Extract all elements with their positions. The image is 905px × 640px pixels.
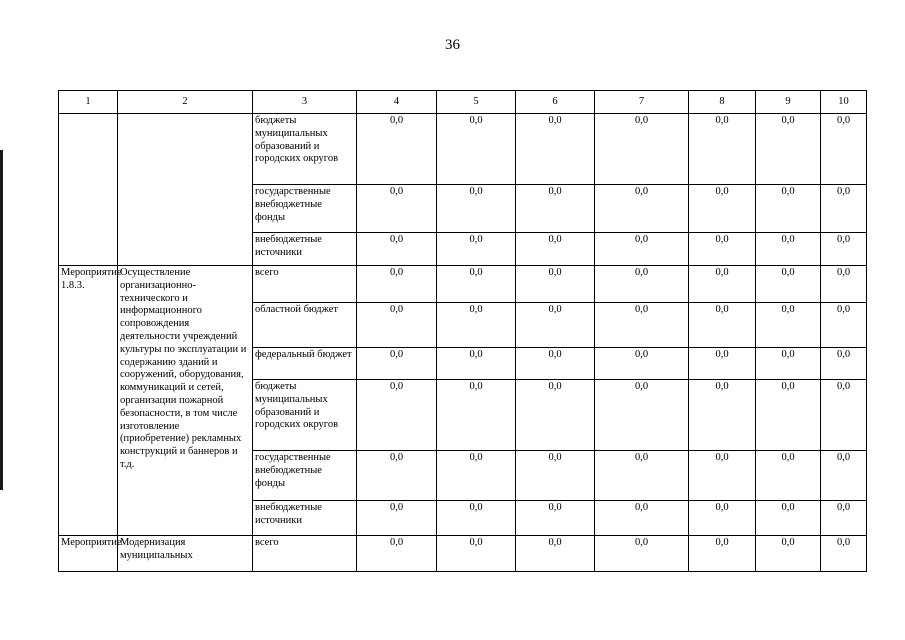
value-cell: 0,0 [756, 348, 821, 380]
description-cell [118, 114, 253, 266]
value-cell: 0,0 [689, 451, 756, 501]
value-cell: 0,0 [357, 380, 437, 451]
header-cell: 5 [437, 91, 516, 114]
value-cell: 0,0 [595, 536, 689, 572]
value-cell: 0,0 [357, 114, 437, 185]
value-cell: 0,0 [689, 185, 756, 233]
value-cell: 0,0 [689, 380, 756, 451]
value-cell: 0,0 [595, 380, 689, 451]
value-cell: 0,0 [516, 348, 595, 380]
table-row [59, 114, 867, 185]
value-cell: 0,0 [821, 303, 867, 348]
budget-table [58, 90, 867, 572]
value-cell: 0,0 [756, 233, 821, 266]
description-cell: Модернизация муниципальных [118, 536, 253, 572]
header-cell: 9 [756, 91, 821, 114]
header-row [59, 91, 867, 114]
page-number: 36 [445, 37, 460, 53]
value-cell: 0,0 [756, 114, 821, 185]
value-cell: 0,0 [357, 451, 437, 501]
value-cell: 0,0 [756, 303, 821, 348]
value-cell: 0,0 [821, 536, 867, 572]
header-cell: 8 [689, 91, 756, 114]
header-cell: 1 [59, 91, 118, 114]
funding-source-cell: всего [253, 536, 357, 572]
value-cell: 0,0 [516, 501, 595, 536]
value-cell: 0,0 [516, 266, 595, 303]
header-cell: 3 [253, 91, 357, 114]
value-cell: 0,0 [516, 185, 595, 233]
value-cell: 0,0 [516, 451, 595, 501]
value-cell: 0,0 [437, 536, 516, 572]
funding-source-cell: внебюджетные источники [253, 501, 357, 536]
value-cell: 0,0 [821, 348, 867, 380]
header-cell: 6 [516, 91, 595, 114]
value-cell: 0,0 [516, 114, 595, 185]
value-cell: 0,0 [437, 451, 516, 501]
value-cell: 0,0 [357, 303, 437, 348]
value-cell: 0,0 [595, 266, 689, 303]
value-cell: 0,0 [437, 501, 516, 536]
value-cell: 0,0 [689, 501, 756, 536]
funding-source-cell: бюджеты муниципальных образований и городских округов [253, 114, 357, 185]
value-cell: 0,0 [821, 451, 867, 501]
activity-cell: Мероприятие 1.8.3. [59, 266, 118, 536]
value-cell: 0,0 [437, 185, 516, 233]
value-cell: 0,0 [595, 303, 689, 348]
value-cell: 0,0 [516, 380, 595, 451]
value-cell: 0,0 [689, 348, 756, 380]
value-cell: 0,0 [437, 348, 516, 380]
value-cell: 0,0 [437, 303, 516, 348]
value-cell: 0,0 [689, 233, 756, 266]
value-cell: 0,0 [437, 114, 516, 185]
table-header [59, 91, 867, 114]
value-cell: 0,0 [595, 501, 689, 536]
value-cell: 0,0 [756, 380, 821, 451]
header-cell: 10 [821, 91, 867, 114]
value-cell: 0,0 [689, 303, 756, 348]
header-cell: 4 [357, 91, 437, 114]
value-cell: 0,0 [689, 536, 756, 572]
value-cell: 0,0 [595, 451, 689, 501]
value-cell: 0,0 [437, 380, 516, 451]
value-cell: 0,0 [821, 266, 867, 303]
value-cell: 0,0 [756, 266, 821, 303]
value-cell: 0,0 [437, 233, 516, 266]
funding-source-cell: областной бюджет [253, 303, 357, 348]
value-cell: 0,0 [756, 536, 821, 572]
value-cell: 0,0 [689, 266, 756, 303]
value-cell: 0,0 [821, 380, 867, 451]
table-row [59, 536, 867, 572]
value-cell: 0,0 [756, 501, 821, 536]
value-cell: 0,0 [821, 185, 867, 233]
scan-edge-mark [0, 150, 3, 490]
value-cell: 0,0 [357, 266, 437, 303]
value-cell: 0,0 [821, 501, 867, 536]
value-cell: 0,0 [437, 266, 516, 303]
value-cell: 0,0 [821, 233, 867, 266]
table-row [59, 266, 867, 303]
value-cell: 0,0 [689, 114, 756, 185]
funding-source-cell: внебюджетные источники [253, 233, 357, 266]
funding-source-cell: бюджеты муниципальных образований и городских округов [253, 380, 357, 451]
funding-source-cell: государственные внебюджетные фонды [253, 451, 357, 501]
value-cell: 0,0 [357, 233, 437, 266]
funding-source-cell: всего [253, 266, 357, 303]
value-cell: 0,0 [516, 233, 595, 266]
funding-source-cell: государственные внебюджетные фонды [253, 185, 357, 233]
value-cell: 0,0 [357, 185, 437, 233]
table-body [59, 114, 867, 572]
header-cell: 7 [595, 91, 689, 114]
value-cell: 0,0 [595, 185, 689, 233]
description-cell: Осуществление организационно-технического и информационного сопровождения деятельности учреждений культуры по эксплуатации и содержанию зданий и сооружений, оборудования, коммуникаций и сетей, организации пожарной безопасности, в том числе изготовление (приобретение) рекламных конструкций и баннеров и т.д. [118, 266, 253, 536]
funding-source-cell: федеральный бюджет [253, 348, 357, 380]
value-cell: 0,0 [756, 451, 821, 501]
value-cell: 0,0 [516, 303, 595, 348]
value-cell: 0,0 [821, 114, 867, 185]
value-cell: 0,0 [357, 348, 437, 380]
activity-cell: Мероприятие [59, 536, 118, 572]
value-cell: 0,0 [357, 536, 437, 572]
activity-cell [59, 114, 118, 266]
value-cell: 0,0 [595, 114, 689, 185]
value-cell: 0,0 [357, 501, 437, 536]
value-cell: 0,0 [595, 348, 689, 380]
value-cell: 0,0 [595, 233, 689, 266]
value-cell: 0,0 [516, 536, 595, 572]
value-cell: 0,0 [756, 185, 821, 233]
header-cell: 2 [118, 91, 253, 114]
